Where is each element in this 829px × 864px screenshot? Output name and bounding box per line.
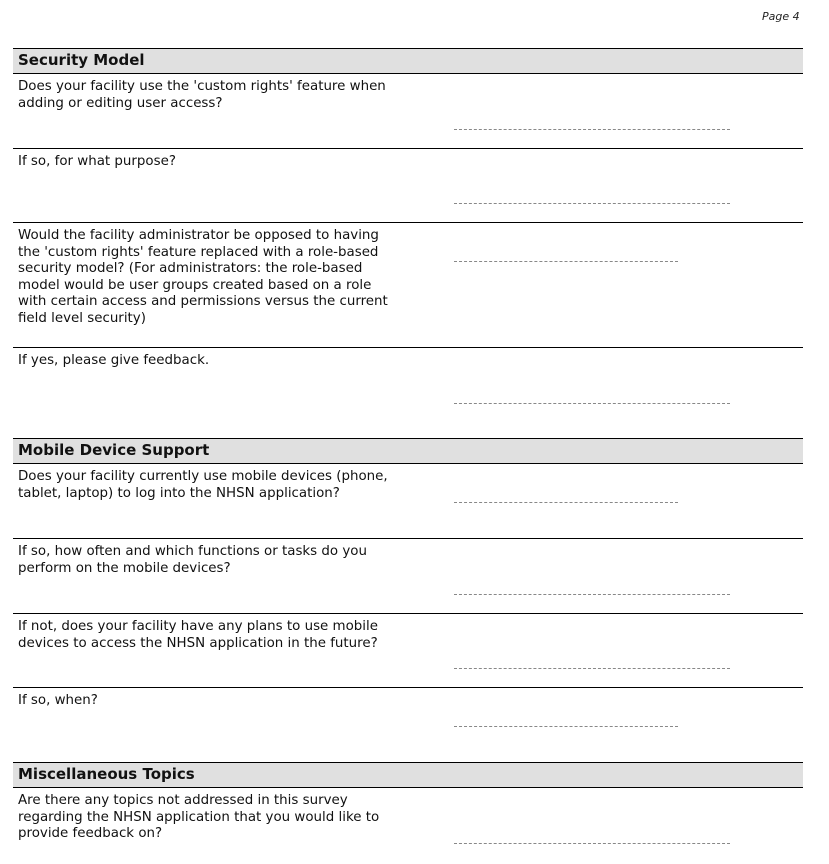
question-text: Are there any topics not addressed in this survey regarding the NHSN application that you would like to provide feedback on? (18, 793, 380, 842)
page-number: Page 4 (762, 10, 800, 23)
question-text: If yes, please give feedback. (18, 353, 210, 368)
answer-line[interactable] (454, 502, 678, 503)
answer-line[interactable] (454, 203, 730, 204)
question-text: If so, when? (18, 693, 98, 708)
question-row (13, 788, 803, 864)
section-header-mobile-device-support: Mobile Device Support (13, 438, 803, 464)
question-row (13, 223, 803, 348)
question-row (13, 614, 803, 688)
answer-line[interactable] (454, 726, 678, 727)
question-row (13, 74, 803, 149)
question-text: If not, does your facility have any plans to use mobile devices to access the NHSN application in the future? (18, 619, 378, 651)
answer-line[interactable] (454, 261, 678, 262)
answer-line[interactable] (454, 129, 730, 130)
answer-line[interactable] (454, 668, 730, 669)
section-header-security-model: Security Model (13, 48, 803, 74)
question-row (13, 149, 803, 223)
question-text: Would the facility administrator be opposed to having the 'custom rights' feature replaced with a role-based security model? (For administrators: the role-based model would be user groups created based on a role with certain access and permissions versus the current field level security) (18, 228, 388, 326)
answer-line[interactable] (454, 403, 730, 404)
question-row (13, 464, 803, 539)
question-row (13, 348, 803, 438)
answer-line[interactable] (454, 843, 730, 844)
question-text: If so, for what purpose? (18, 154, 176, 169)
question-row (13, 688, 803, 762)
answer-line[interactable] (454, 594, 730, 595)
question-text: If so, how often and which functions or tasks do you perform on the mobile devices? (18, 544, 367, 576)
section-header-miscellaneous-topics: Miscellaneous Topics (13, 762, 803, 788)
question-text: Does your facility currently use mobile devices (phone, tablet, laptop) to log into the NHSN application? (18, 469, 388, 501)
question-text: Does your facility use the 'custom rights' feature when adding or editing user access? (18, 79, 386, 111)
question-row (13, 539, 803, 614)
